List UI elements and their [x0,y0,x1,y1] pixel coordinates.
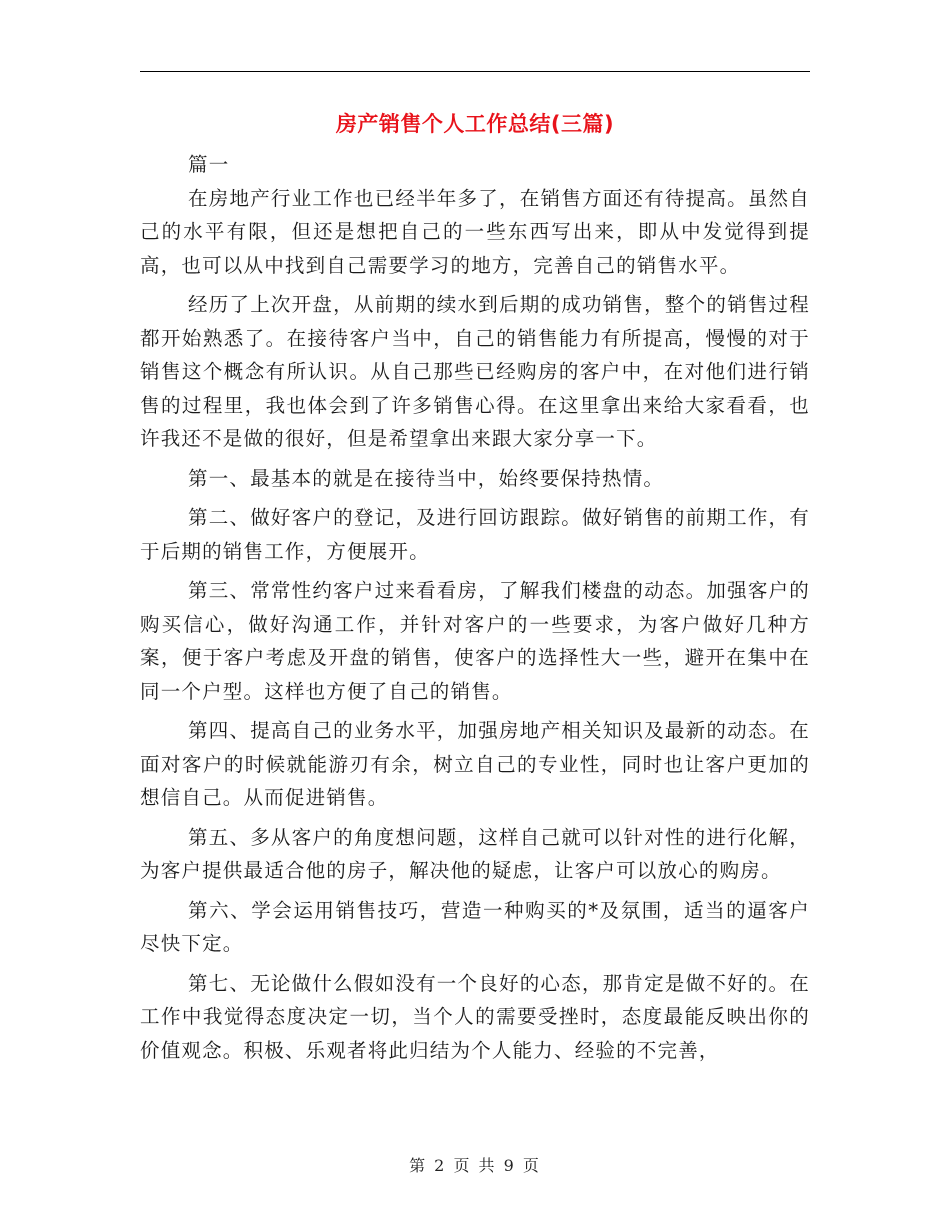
paragraph-point-3: 第三、常常性约客户过来看看房，了解我们楼盘的动态。加强客户的购买信心，做好沟通工作，并针对客户的一些要求，为客户做好几种方案，便于客户考虑及开盘的销售，使客户的选择性大一些，避开在集中在同一个户型。这样也方便了自己的销售。 [140,579,810,703]
header-rule [140,71,810,72]
paragraph-point-5: 第五、多从客户的角度想问题，这样自己就可以针对性的进行化解，为客户提供最适合他的房子，解决他的疑虑，让客户可以放心的购房。 [140,825,810,882]
paragraph-experience: 经历了上次开盘，从前期的续水到后期的成功销售，整个的销售过程都开始熟悉了。在接待客户当中，自己的销售能力有所提高，慢慢的对于销售这个概念有所认识。从自己那些已经购房的客户中，在对他们进行销售的过程里，我也体会到了许多销售心得。在这里拿出来给大家看看，也许我还不是做的很好，但是希望拿出来跟大家分享一下。 [140,293,810,450]
paragraph-point-7: 第七、无论做什么假如没有一个良好的心态，那肯定是做不好的。在工作中我觉得态度决定一切，当个人的需要受挫时，态度最能反映出你的价值观念。积极、乐观者将此归结为个人能力、经验的不完善， [140,971,810,1062]
section-heading: 篇一 [188,153,230,176]
paragraph-intro: 在房地产行业工作也已经半年多了，在销售方面还有待提高。虽然自己的水平有限，但还是想把自己的一些东西写出来，即从中发觉得到提高，也可以从中找到自己需要学习的地方，完善自己的销售水平。 [140,186,810,277]
document-body [140,148,810,1073]
paragraph-point-2: 第二、做好客户的登记，及进行回访跟踪。做好销售的前期工作，有于后期的销售工作，方便展开。 [140,506,810,563]
document-title: 房产销售个人工作总结(三篇) [335,112,615,136]
paragraph-point-1: 第一、最基本的就是在接待当中，始终要保持热情。 [188,466,665,490]
paragraph-point-4: 第四、提高自己的业务水平，加强房地产相关知识及最新的动态。在面对客户的时候就能游刃有余，树立自己的专业性，同时也让客户更加的想信自己。从而促进销售。 [140,719,810,809]
paragraph-point-6: 第六、学会运用销售技巧，营造一种购买的*及氛围，适当的逼客户尽快下定。 [140,898,810,955]
page-number: 第 2 页 共 9 页 [409,1156,541,1175]
